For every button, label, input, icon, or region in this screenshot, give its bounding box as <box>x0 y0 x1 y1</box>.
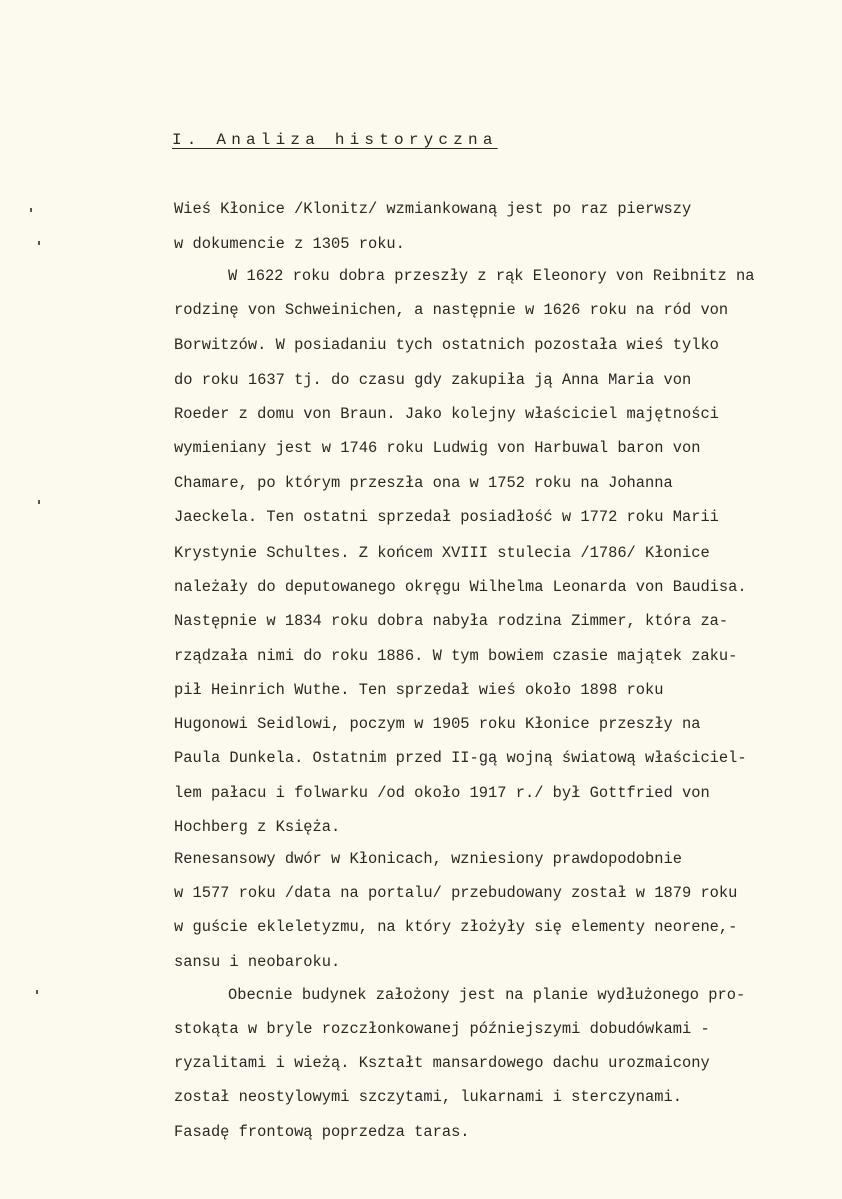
text-line: rodzinę von Schweinichen, a następnie w 1626 roku na ród von <box>174 301 729 319</box>
text-line: Renesansowy dwór w Kłonicach, wzniesiony prawdopodobnie <box>174 850 682 868</box>
text-line: Obecnie budynek założony jest na planie wydłużonego pro- <box>228 986 746 1004</box>
text-line: w dokumencie z 1305 roku. <box>174 235 405 253</box>
text-line: należały do deputowanego okręgu Wilhelma Leonarda von Baudisa. <box>174 578 747 596</box>
text-line: stokąta w bryle rozczłonkowanej późniejszymi dobudówkami - <box>174 1020 710 1038</box>
text-line: W 1622 roku dobra przeszły z rąk Eleonory von Reibnitz na <box>228 267 755 285</box>
margin-speck <box>36 990 38 994</box>
text-line: Roeder z domu von Braun. Jako kolejny właściciel majętności <box>174 405 719 423</box>
text-line: sansu i neobaroku. <box>174 953 341 971</box>
text-line: do roku 1637 tj. do czasu gdy zakupiła ją Anna Maria von <box>174 371 692 389</box>
margin-speck <box>38 241 40 245</box>
text-line: Następnie w 1834 roku dobra nabyła rodzina Zimmer, która za- <box>174 612 729 630</box>
text-line: Jaeckela. Ten ostatni sprzedał posiadłość w 1772 roku Marii <box>174 508 719 526</box>
text-line: Krystynie Schultes. Z końcem XVIII stulecia /1786/ Kłonice <box>174 544 710 562</box>
text-line: Borwitzów. W posiadaniu tych ostatnich pozostała wieś tylko <box>174 336 719 354</box>
text-line: w 1577 roku /data na portalu/ przebudowany został w 1879 roku <box>174 884 738 902</box>
section-heading: I. Analiza historyczna <box>172 131 498 149</box>
text-line: Hochberg z Księża. <box>174 818 341 836</box>
text-line: Wieś Kłonice /Klonitz/ wzmiankowaną jest po raz pierwszy <box>174 200 692 218</box>
text-line: pił Heinrich Wuthe. Ten sprzedał wieś około 1898 roku <box>174 681 664 699</box>
text-line: lem pałacu i folwarku /od około 1917 r./ był Gottfried von <box>174 784 710 802</box>
text-line: ryzalitami i wieżą. Kształt mansardowego dachu urozmaicony <box>174 1054 710 1072</box>
text-line: w guście ekleletyzmu, na który złożyły się elementy neorene,- <box>174 918 738 936</box>
margin-speck <box>30 208 32 212</box>
margin-speck <box>38 500 40 504</box>
text-line: został neostylowymi szczytami, lukarnami i sterczynami. <box>174 1088 682 1106</box>
text-line: wymieniany jest w 1746 roku Ludwig von Harbuwal baron von <box>174 439 701 457</box>
text-line: Fasadę frontową poprzedza taras. <box>174 1123 470 1141</box>
text-line: Chamare, po którym przeszła ona w 1752 roku na Johanna <box>174 474 673 492</box>
text-line: Hugonowi Seidlowi, poczym w 1905 roku Kłonice przeszły na <box>174 715 701 733</box>
text-line: rządzała nimi do roku 1886. W tym bowiem czasie majątek zaku- <box>174 647 738 665</box>
text-line: Paula Dunkela. Ostatnim przed II-gą wojną światową właściciel- <box>174 749 747 767</box>
